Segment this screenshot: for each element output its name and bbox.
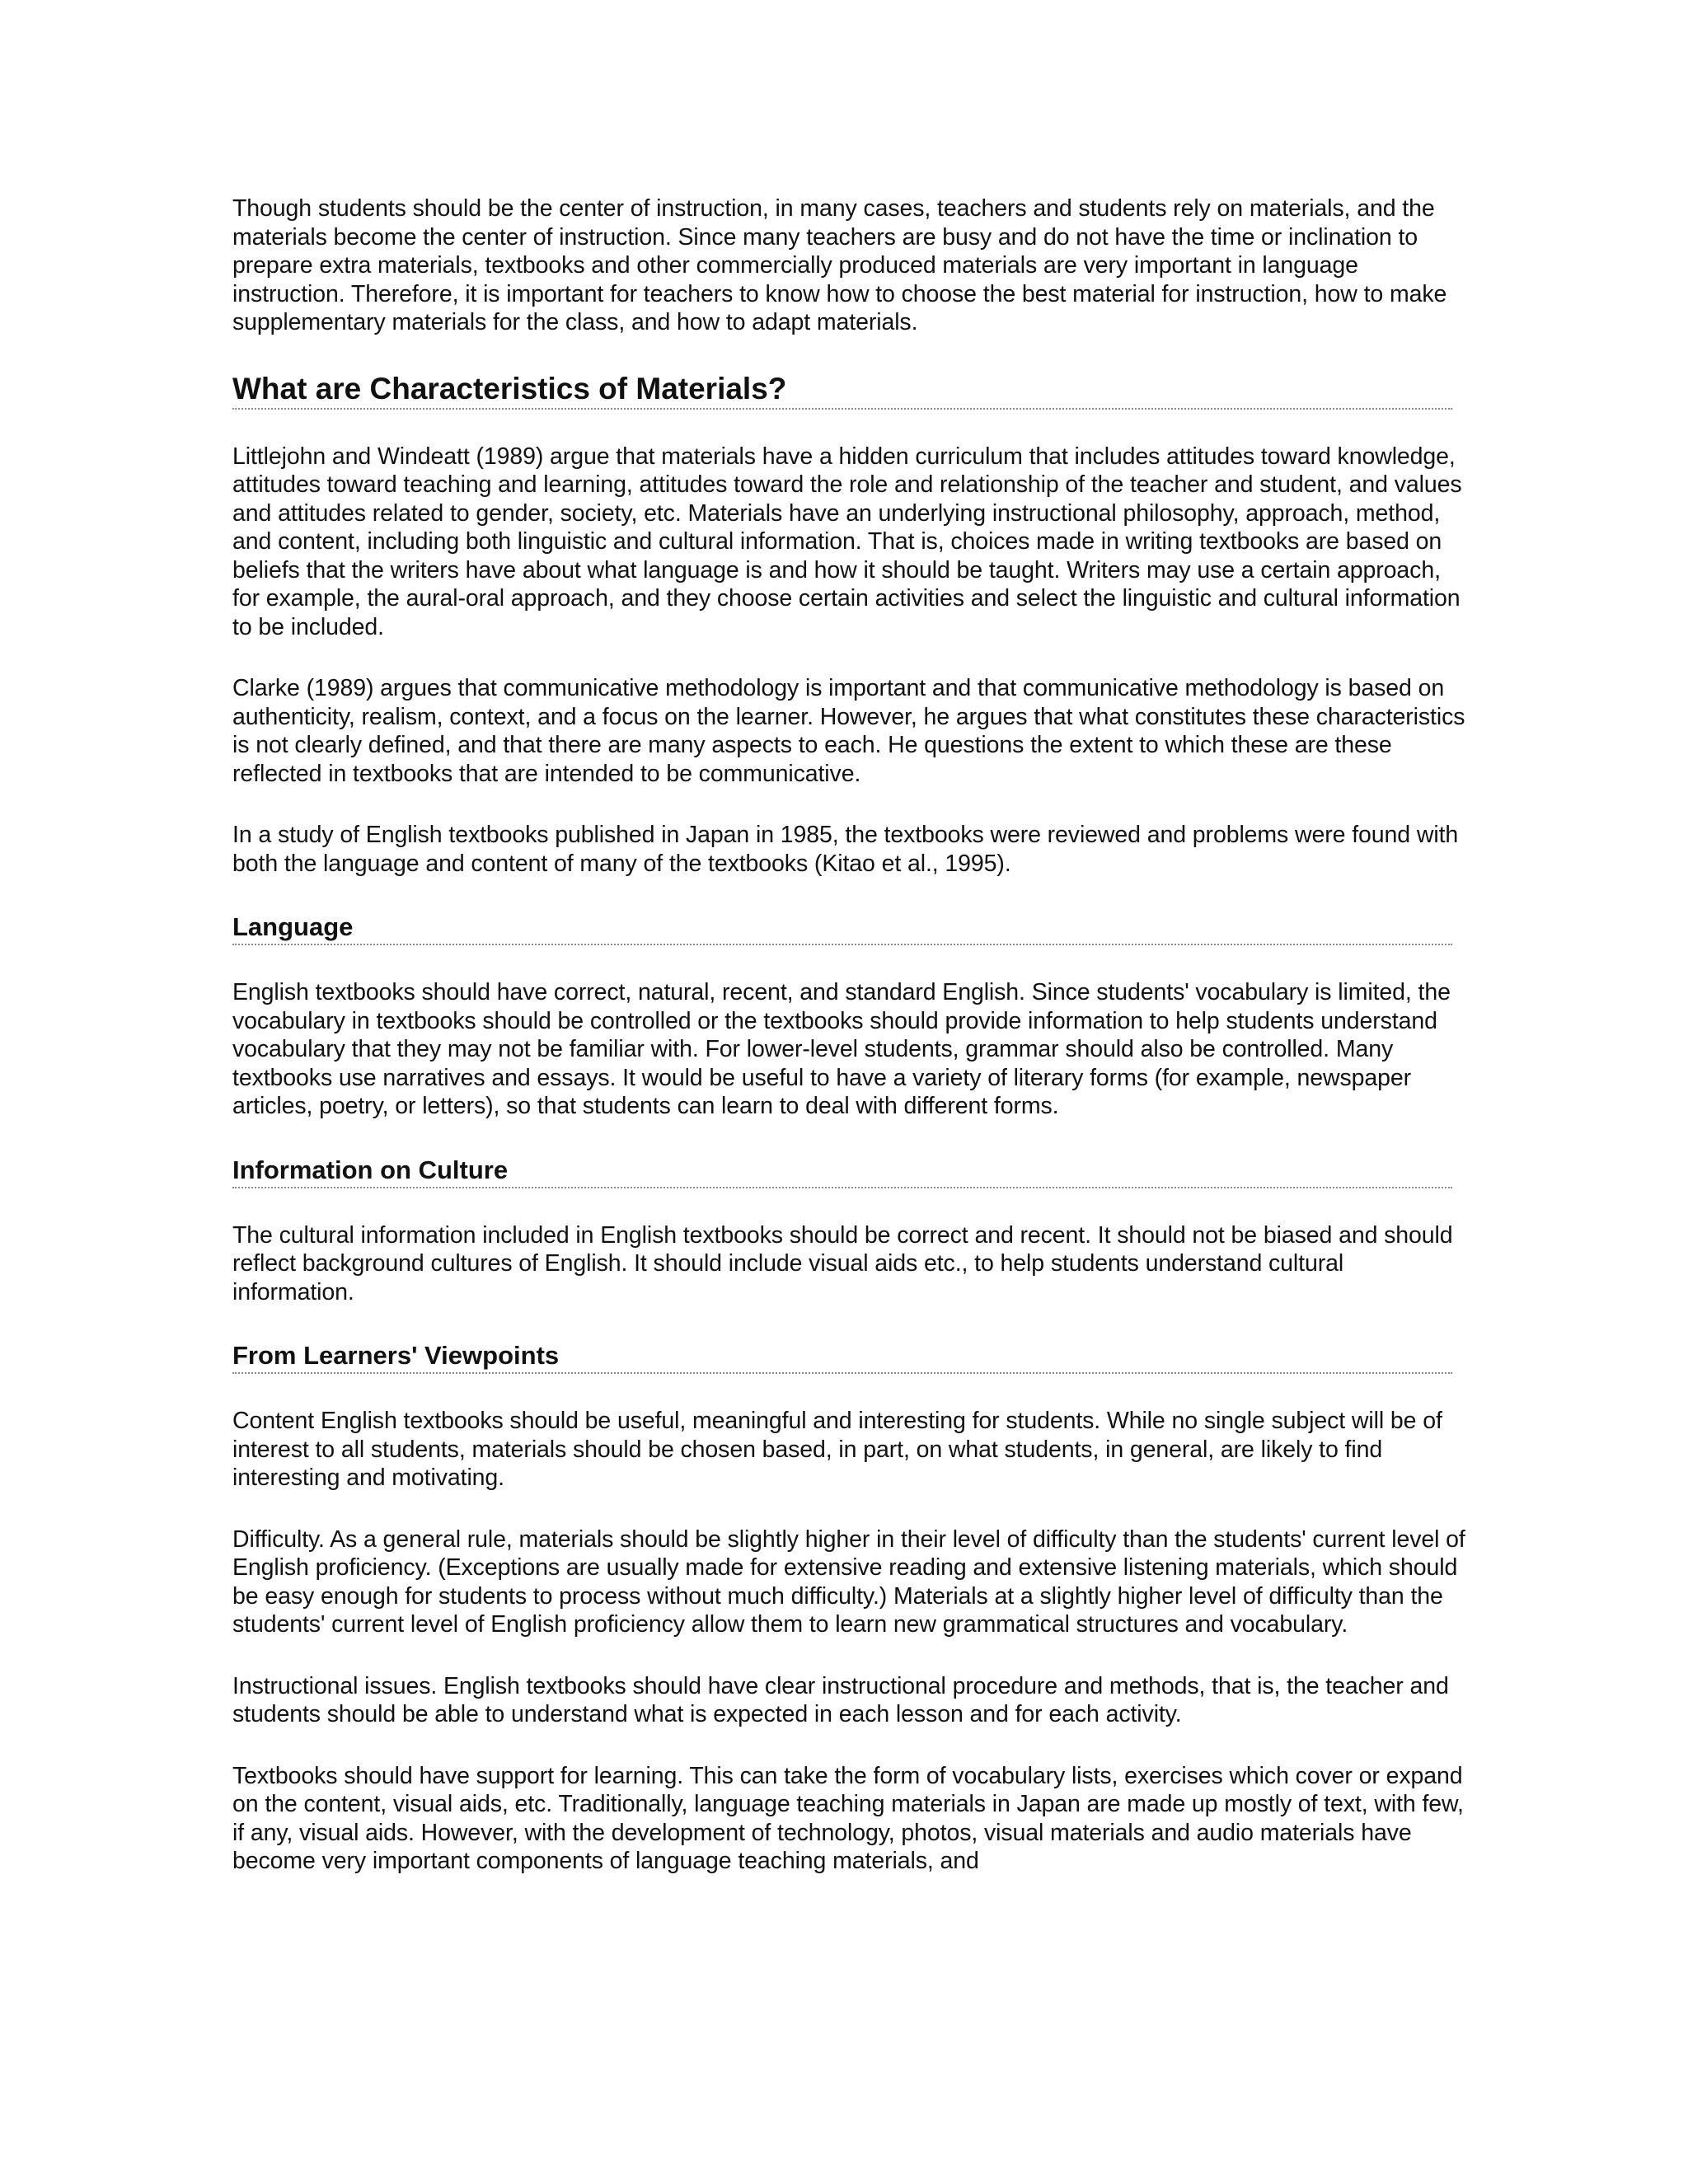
language-paragraph: English textbooks should have correct, natural, recent, and standard English. Since students' vocabulary is limited, the vocabulary in textbooks should be controlled or the textbooks should provide information to help students understand vocabulary that they may not be familiar with. For lower-level students, grammar should also be controlled. Many textbooks use narratives and essays. It would be useful to have a variety of literary forms (for example, newspaper articles, poetry, or letters), so that students can learn to deal with different forms. xyxy=(232,979,1451,1119)
heading-culture: Information on Culture xyxy=(232,1154,1452,1188)
study-paragraph: In a study of English textbooks published in Japan in 1985, the textbooks were reviewed and problems were found with both the language and content of many of the textbooks (Kitao et al., 1995). xyxy=(232,822,1459,877)
heading-language: Language xyxy=(232,911,1452,945)
clarke-paragraph: Clarke (1989) argues that communicative methodology is important and that communicative methodology is based on authenticity, realism, context, and a focus on the learner. However, he argues that what constitutes these characteristics is not clearly defined, and that there are many aspects to each. He questions the extent to which these are these reflected in textbooks that are intended to be communicative. xyxy=(232,675,1465,787)
culture-paragraph: The cultural information included in English textbooks should be correct and recent. It should not be biased and should reflect background cultures of English. It should include visual aids etc., to help students understand cultural information. xyxy=(232,1221,1453,1305)
difficulty-paragraph: Difficulty. As a general rule, materials should be slightly higher in their level of difficulty than the students' current level of English proficiency. (Exceptions are usually made for extensive reading and extensive listening materials, which should be easy enough for students to process without much difficulty.) Materials at a slightly higher level of difficulty than the students' current level of English proficiency allow them to learn new grammatical structures and vocabulary. xyxy=(232,1526,1465,1638)
littlejohn-paragraph: Littlejohn and Windeatt (1989) argue that materials have a hidden curriculum that includes attitudes toward knowledge, attitudes toward teaching and learning, attitudes toward the role and relationship of the teacher and student, and values and attitudes related to gender, society, etc. Materials have an underlying instructional philosophy, approach, method, and content, including both linguistic and cultural information. That is, choices made in writing textbooks are based on beliefs that the writers have about what language is and how it should be taught. Writers may use a certain approach, for example, the aural-oral approach, and they choose certain activities and select the linguistic and cultural information to be included. xyxy=(232,443,1462,640)
heading-learners-viewpoints: From Learners' Viewpoints xyxy=(232,1339,1452,1374)
document-body xyxy=(232,194,1469,1909)
heading-characteristics: What are Characteristics of Materials? xyxy=(232,370,1452,410)
support-paragraph: Textbooks should have support for learning. This can take the form of vocabulary lists, exercises which cover or expand on the content, visual aids, etc. Traditionally, language teaching materials in Japan are made up mostly of text, with few, if any, visual aids. However, with the development of technology, photos, visual materials and audio materials have become very important components of language teaching materials, and xyxy=(232,1762,1464,1874)
intro-paragraph: Though students should be the center of instruction, in many cases, teachers and students rely on materials, and the materials become the center of instruction. Since many teachers are busy and do not have the time or inclination to prepare extra materials, textbooks and other commercially produced materials are very important in language instruction. Therefore, it is important for teachers to know how to choose the best material for instruction, how to make supplementary materials for the class, and how to adapt materials. xyxy=(232,195,1447,335)
content-paragraph: Content English textbooks should be useful, meaningful and interesting for students. While no single subject will be of interest to all students, materials should be chosen based, in part, on what students, in general, are likely to find interesting and motivating. xyxy=(232,1408,1442,1491)
instructional-paragraph: Instructional issues. English textbooks should have clear instructional procedure and methods, that is, the teacher and students should be able to understand what is expected in each lesson and for each activity. xyxy=(232,1672,1449,1727)
